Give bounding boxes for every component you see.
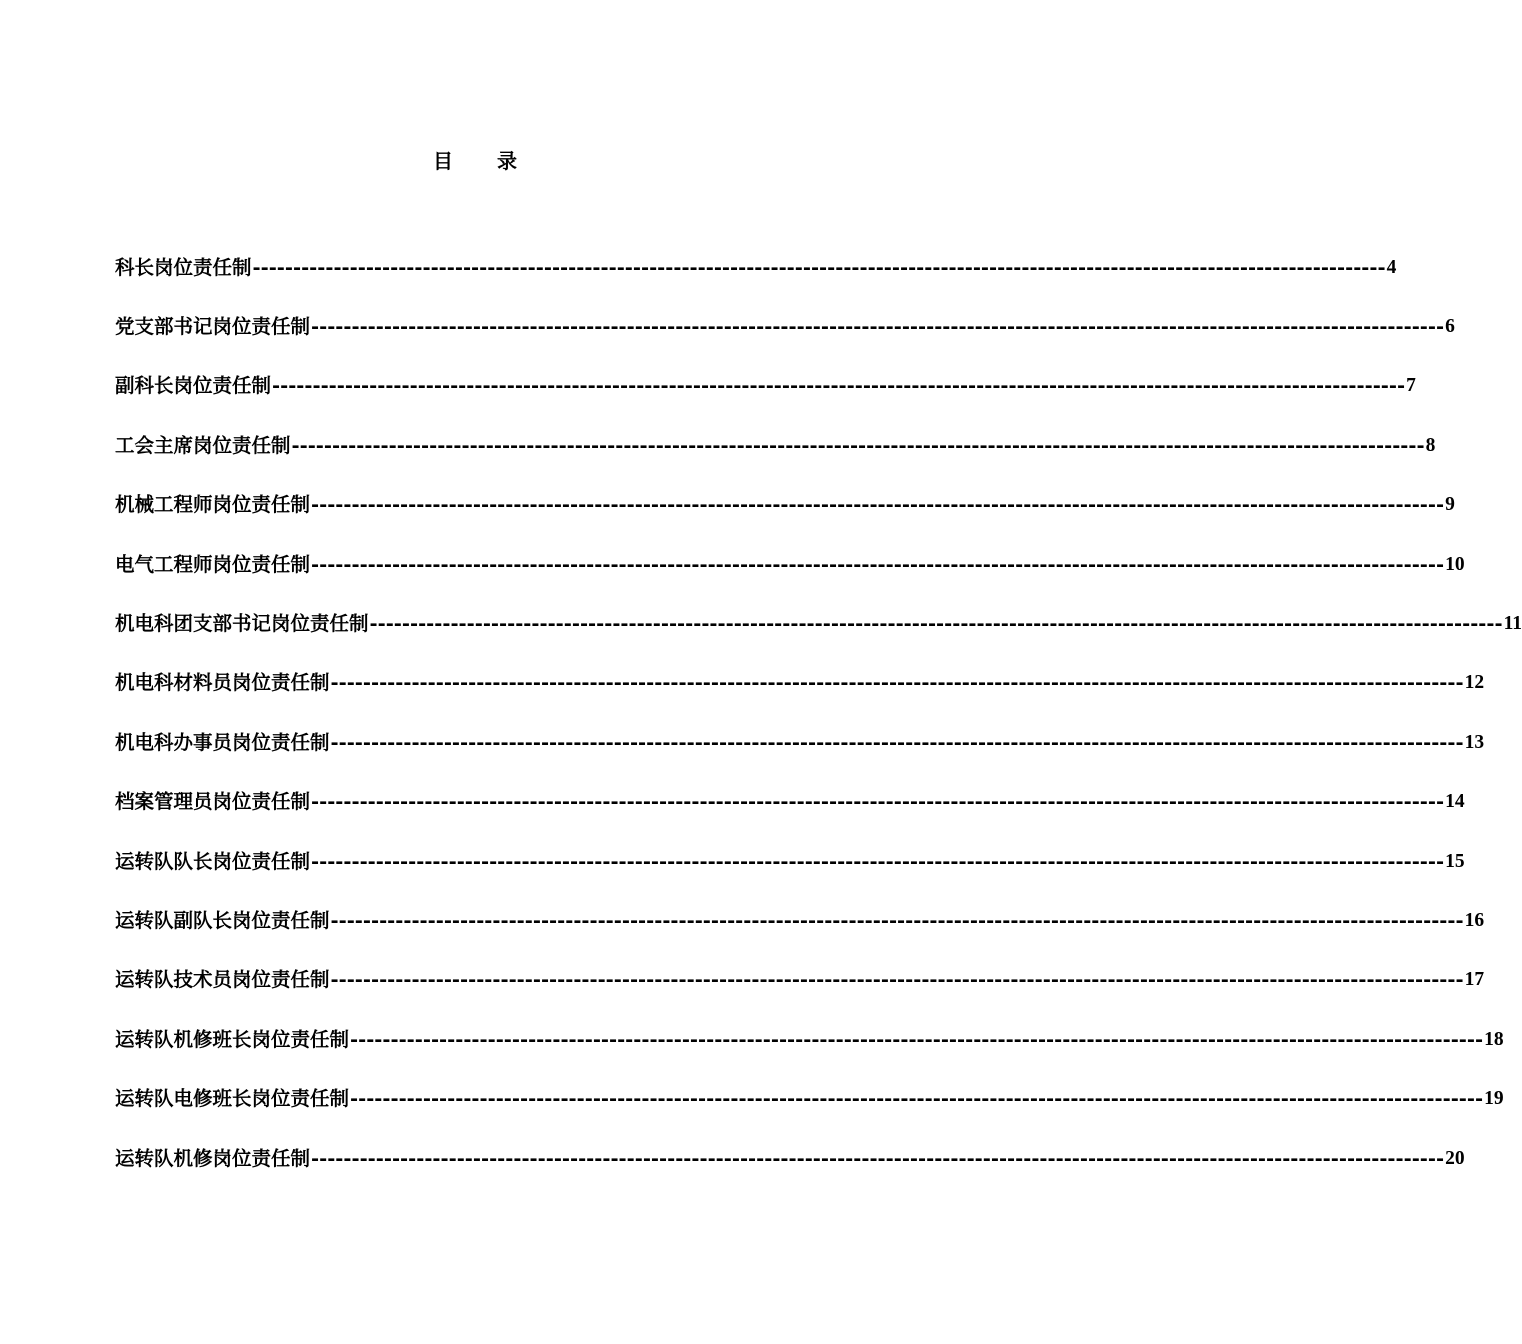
toc-leader: -------------------------------------------------------------------------------------------------------------------------------------------- — [330, 730, 1464, 754]
toc-page-number: 16 — [1464, 909, 1485, 931]
toc-entry-label: 工会主席岗位责任制 — [115, 433, 291, 457]
toc-entry-label: 机电科材料员岗位责任制 — [115, 671, 330, 695]
toc-entry[interactable] — [115, 773, 1465, 832]
toc-page-number: 10 — [1445, 553, 1465, 575]
toc-entry-label: 机械工程师岗位责任制 — [115, 493, 311, 517]
toc-entry-label: 运转队副队长岗位责任制 — [115, 908, 330, 932]
toc-leader: -------------------------------------------------------------------------------------------------------------------------------------------- — [311, 552, 1445, 576]
toc-leader: -------------------------------------------------------------------------------------------------------------------------------------------- — [369, 612, 1503, 636]
toc-leader: -------------------------------------------------------------------------------------------------------------------------------------------- — [330, 968, 1464, 992]
toc-entry[interactable] — [115, 1010, 1504, 1069]
toc-entry[interactable] — [115, 238, 1397, 297]
toc-entry[interactable] — [115, 832, 1465, 891]
toc-entry[interactable] — [115, 416, 1436, 475]
toc-entry[interactable] — [115, 891, 1485, 950]
toc-entry[interactable] — [115, 1129, 1465, 1188]
toc-entry-label: 电气工程师岗位责任制 — [115, 552, 311, 576]
toc-entry-label: 档案管理员岗位责任制 — [115, 790, 311, 814]
toc-page-number: 11 — [1503, 613, 1522, 635]
toc-leader: -------------------------------------------------------------------------------------------------------------------------------------------- — [311, 315, 1445, 339]
toc-entry-label: 科长岗位责任制 — [115, 255, 252, 279]
toc-leader: -------------------------------------------------------------------------------------------------------------------------------------------- — [311, 1146, 1445, 1170]
toc-leader: -------------------------------------------------------------------------------------------------------------------------------------------- — [350, 1087, 1484, 1111]
toc-entry-label: 运转队机修岗位责任制 — [115, 1146, 311, 1170]
toc-entry[interactable] — [115, 357, 1416, 416]
toc-entry-label: 运转队技术员岗位责任制 — [115, 968, 330, 992]
toc-page-number: 14 — [1445, 791, 1465, 813]
toc-leader: -------------------------------------------------------------------------------------------------------------------------------------------- — [311, 493, 1445, 517]
toc-title-right: 录 — [497, 149, 517, 173]
toc-page-number: 18 — [1484, 1028, 1504, 1050]
toc-page-number: 8 — [1425, 434, 1436, 456]
toc-leader: -------------------------------------------------------------------------------------------------------------------------------------------- — [311, 849, 1445, 873]
toc-entry[interactable] — [115, 535, 1465, 594]
toc-entry[interactable] — [115, 476, 1455, 535]
toc-leader: -------------------------------------------------------------------------------------------------------------------------------------------- — [330, 671, 1464, 695]
toc-entry[interactable] — [115, 654, 1485, 713]
toc-page-number: 15 — [1445, 850, 1465, 872]
toc-page-number: 7 — [1406, 375, 1416, 397]
toc-page-number: 6 — [1445, 316, 1455, 338]
toc-leader: -------------------------------------------------------------------------------------------------------------------------------------------- — [252, 255, 1386, 279]
toc-leader: -------------------------------------------------------------------------------------------------------------------------------------------- — [291, 433, 1425, 457]
toc-entry[interactable] — [115, 1069, 1504, 1128]
toc-leader: -------------------------------------------------------------------------------------------------------------------------------------------- — [272, 374, 1406, 398]
toc-entry-label: 机电科团支部书记岗位责任制 — [115, 612, 369, 636]
toc-title-left: 目 — [433, 149, 453, 173]
toc-page-number: 17 — [1464, 969, 1485, 991]
toc-page-number: 19 — [1484, 1088, 1504, 1110]
toc-leader: -------------------------------------------------------------------------------------------------------------------------------------------- — [350, 1027, 1484, 1051]
toc-leader: -------------------------------------------------------------------------------------------------------------------------------------------- — [311, 790, 1445, 814]
toc-page-number: 12 — [1464, 672, 1485, 694]
toc-entry-label: 党支部书记岗位责任制 — [115, 315, 311, 339]
toc-page-number: 4 — [1386, 256, 1397, 278]
toc-entry-label: 运转队队长岗位责任制 — [115, 849, 311, 873]
toc-entry[interactable] — [115, 951, 1485, 1010]
toc-page-number: 13 — [1464, 731, 1485, 753]
toc-entry-label: 副科长岗位责任制 — [115, 374, 272, 398]
toc-list — [115, 238, 1522, 1188]
toc-entry[interactable] — [115, 594, 1522, 653]
toc-entry[interactable] — [115, 297, 1455, 356]
toc-leader: -------------------------------------------------------------------------------------------------------------------------------------------- — [330, 908, 1464, 932]
toc-entry-label: 机电科办事员岗位责任制 — [115, 730, 330, 754]
toc-title — [0, 146, 950, 176]
toc-entry[interactable] — [115, 713, 1485, 772]
toc-entry-label: 运转队机修班长岗位责任制 — [115, 1027, 350, 1051]
toc-entry-label: 运转队电修班长岗位责任制 — [115, 1087, 350, 1111]
toc-page-number: 20 — [1445, 1147, 1465, 1169]
toc-page-number: 9 — [1445, 494, 1455, 516]
